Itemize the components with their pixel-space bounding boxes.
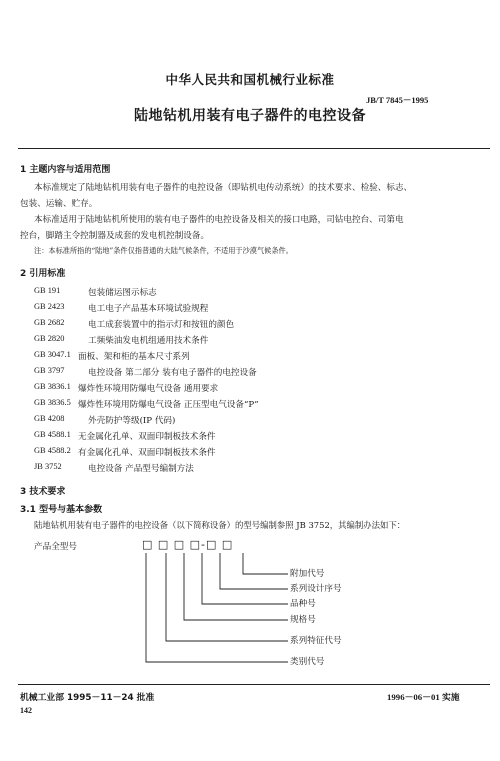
reference-code: GB 4208 <box>34 414 65 423</box>
footer-rule <box>18 684 490 685</box>
section-2-heading: 2 引用标准 <box>20 269 66 279</box>
reference-code: GB 2682 <box>34 318 65 327</box>
model-full-label: 产品全型号 <box>34 542 77 552</box>
section-1-paragraph-1-line-1: 本标准规定了陆地钻机用装有电子器件的电控设备（即钻机电传动系统）的技术要求、检验、标志、 <box>34 183 413 193</box>
reference-code: GB 3797 <box>34 366 65 375</box>
reference-title: 无金属化孔单、双面印制板技术条件 <box>78 432 216 442</box>
reference-title: 爆炸性环境用防爆电气设备 正压型电气设备“P” <box>78 400 259 410</box>
annotation-specification-number: 规格号 <box>290 615 316 625</box>
reference-title: 电控设备 产品型号编制方法 <box>88 464 194 474</box>
section-3-1-heading: 3.1 型号与基本参数 <box>20 505 103 515</box>
reference-code: GB 191 <box>34 286 61 295</box>
reference-title: 有金属化孔单、双面印制板技术条件 <box>78 448 216 458</box>
annotation-category-code: 类别代号 <box>290 657 325 667</box>
reference-code: GB 2423 <box>34 302 65 311</box>
reference-title: 电控设备 第二部分 装有电子器件的电控设备 <box>88 368 257 378</box>
section-1-heading: 1 主题内容与适用范围 <box>20 165 111 175</box>
implementation-date: 1996－06－01 实施 <box>387 692 460 702</box>
reference-title: 包装储运图示标志 <box>88 288 157 298</box>
reference-title: 电工成套装置中的指示灯和按钮的颜色 <box>88 320 235 330</box>
publisher-header: 中华人民共和国机械行业标准 <box>165 72 335 87</box>
annotation-series-feature-code: 系列特征代号 <box>290 636 342 646</box>
section-3-heading: 3 技术要求 <box>20 487 66 497</box>
reference-code: GB 3836.1 <box>34 382 71 391</box>
reference-code: GB 3047.1 <box>34 350 71 359</box>
reference-title: 工频柴油发电机组通用技术条件 <box>88 336 209 346</box>
approval-date: 机械工业部 1995－11－24 批准 <box>20 693 155 703</box>
reference-code: GB 3836.5 <box>34 398 71 407</box>
reference-title: 电工电子产品基本环境试验规程 <box>88 304 209 314</box>
section-1-paragraph-1-line-2: 包装、运输、贮存。 <box>20 199 98 209</box>
section-1-paragraph-2-line-2: 控台，脚踏主令控制器及成套的发电机控制设备。 <box>20 231 210 241</box>
reference-title: 外壳防护等级(IP 代码) <box>88 416 176 426</box>
document-title: 陆地钻机用装有电子器件的电控设备 <box>134 108 366 124</box>
annotation-series-design-number: 系列设计序号 <box>290 584 342 594</box>
page-number: 142 <box>20 706 32 715</box>
annotation-additional-code: 附加代号 <box>290 569 325 579</box>
section-1-paragraph-2-line-1: 本标准适用于陆地钻机所使用的装有电子器件的电控设备及相关的接口电路，司钻电控台、司第电 <box>34 215 404 225</box>
annotation-variety-number: 品种号 <box>290 599 316 609</box>
section-3-1-intro: 陆地钻机用装有电子器件的电控设备（以下简称设备）的型号编制参照 JB 3752，其编制办法如下： <box>34 520 406 530</box>
reference-code: JB 3752 <box>34 462 62 471</box>
reference-title: 面板、架和柜的基本尺寸系列 <box>78 352 190 362</box>
model-code-pattern: □ □ □ □-□ □ <box>142 538 234 551</box>
section-1-note: 注：本标准所指的“陆地”条件仅指普通的大陆气候条件，不适用于沙漠气候条件。 <box>34 246 293 255</box>
reference-code: GB 4588.1 <box>34 430 71 439</box>
standard-code: JB/T 7845－1995 <box>366 95 429 105</box>
reference-title: 爆炸性环境用防爆电气设备 通用要求 <box>78 384 219 394</box>
reference-code: GB 4588.2 <box>34 446 71 455</box>
reference-code: GB 2820 <box>34 334 65 343</box>
